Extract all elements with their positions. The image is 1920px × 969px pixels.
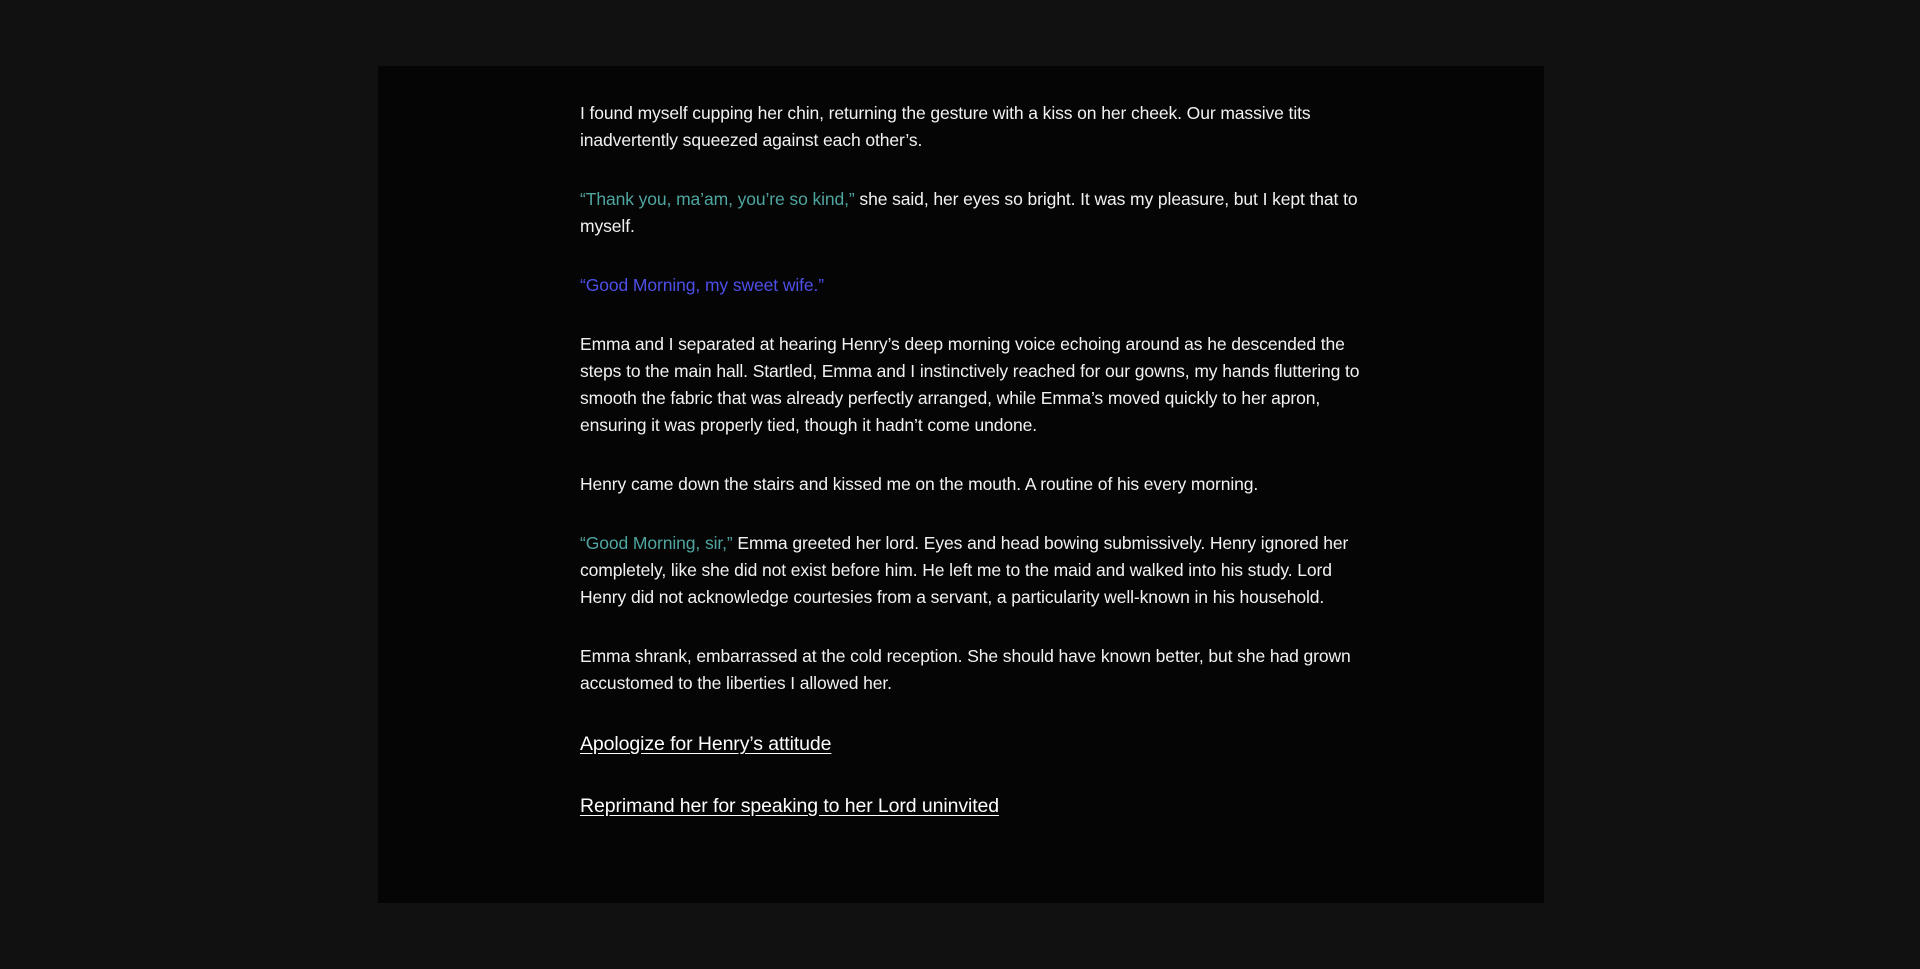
narration-text: Emma shrank, embarrassed at the cold reception. She should have known better, but she had grown accustomed to the liberties I allowed her.	[580, 646, 1351, 693]
story-panel	[378, 66, 1544, 903]
narration-text: Henry came down the stairs and kissed me on the mouth. A routine of his every morning.	[580, 474, 1259, 494]
choice-list	[580, 729, 1360, 821]
choice-link-reprimand[interactable]: Reprimand her for speaking to her Lord uninvited	[580, 795, 1000, 817]
narration-text: she said, her eyes so bright. It was my pleasure, but I kept that to myself.	[580, 189, 1358, 236]
narration-text: Emma and I separated at hearing Henry’s deep morning voice echoing around as he descended the steps to the main hall. Startled, Emma and I instinctively reached for our gowns, my hands fluttering to smooth the fabric that was already perfectly arranged, while Emma’s moved quickly to her apron, ensuring it was properly tied, though it hadn’t come undone.	[580, 334, 1360, 435]
narration-text: I found myself cupping her chin, returning the gesture with a kiss on her cheek. Our massive tits inadvertently squeezed against each other’s.	[580, 103, 1311, 150]
story-paragraph	[580, 186, 1360, 240]
story-paragraph	[580, 471, 1360, 498]
choice-link-apologize[interactable]: Apologize for Henry’s attitude	[580, 733, 832, 755]
story-paragraph	[580, 643, 1360, 697]
story-paragraph	[580, 530, 1360, 611]
emma-dialogue: “Good Morning, sir,”	[580, 533, 733, 553]
emma-dialogue: “Thank you, ma’am, you’re so kind,”	[580, 189, 855, 209]
story-content	[580, 100, 1360, 853]
narration-text: Emma greeted her lord. Eyes and head bowing submissively. Henry ignored her completely, like she did not exist before him. He left me to the maid and walked into his study. Lord Henry did not acknowledge courtesies from a servant, a particularity well-known in his household.	[580, 533, 1349, 607]
story-paragraph	[580, 331, 1360, 439]
henry-dialogue: “Good Morning, my sweet wife.”	[580, 275, 825, 295]
story-paragraph	[580, 272, 1360, 299]
story-paragraph	[580, 100, 1360, 154]
